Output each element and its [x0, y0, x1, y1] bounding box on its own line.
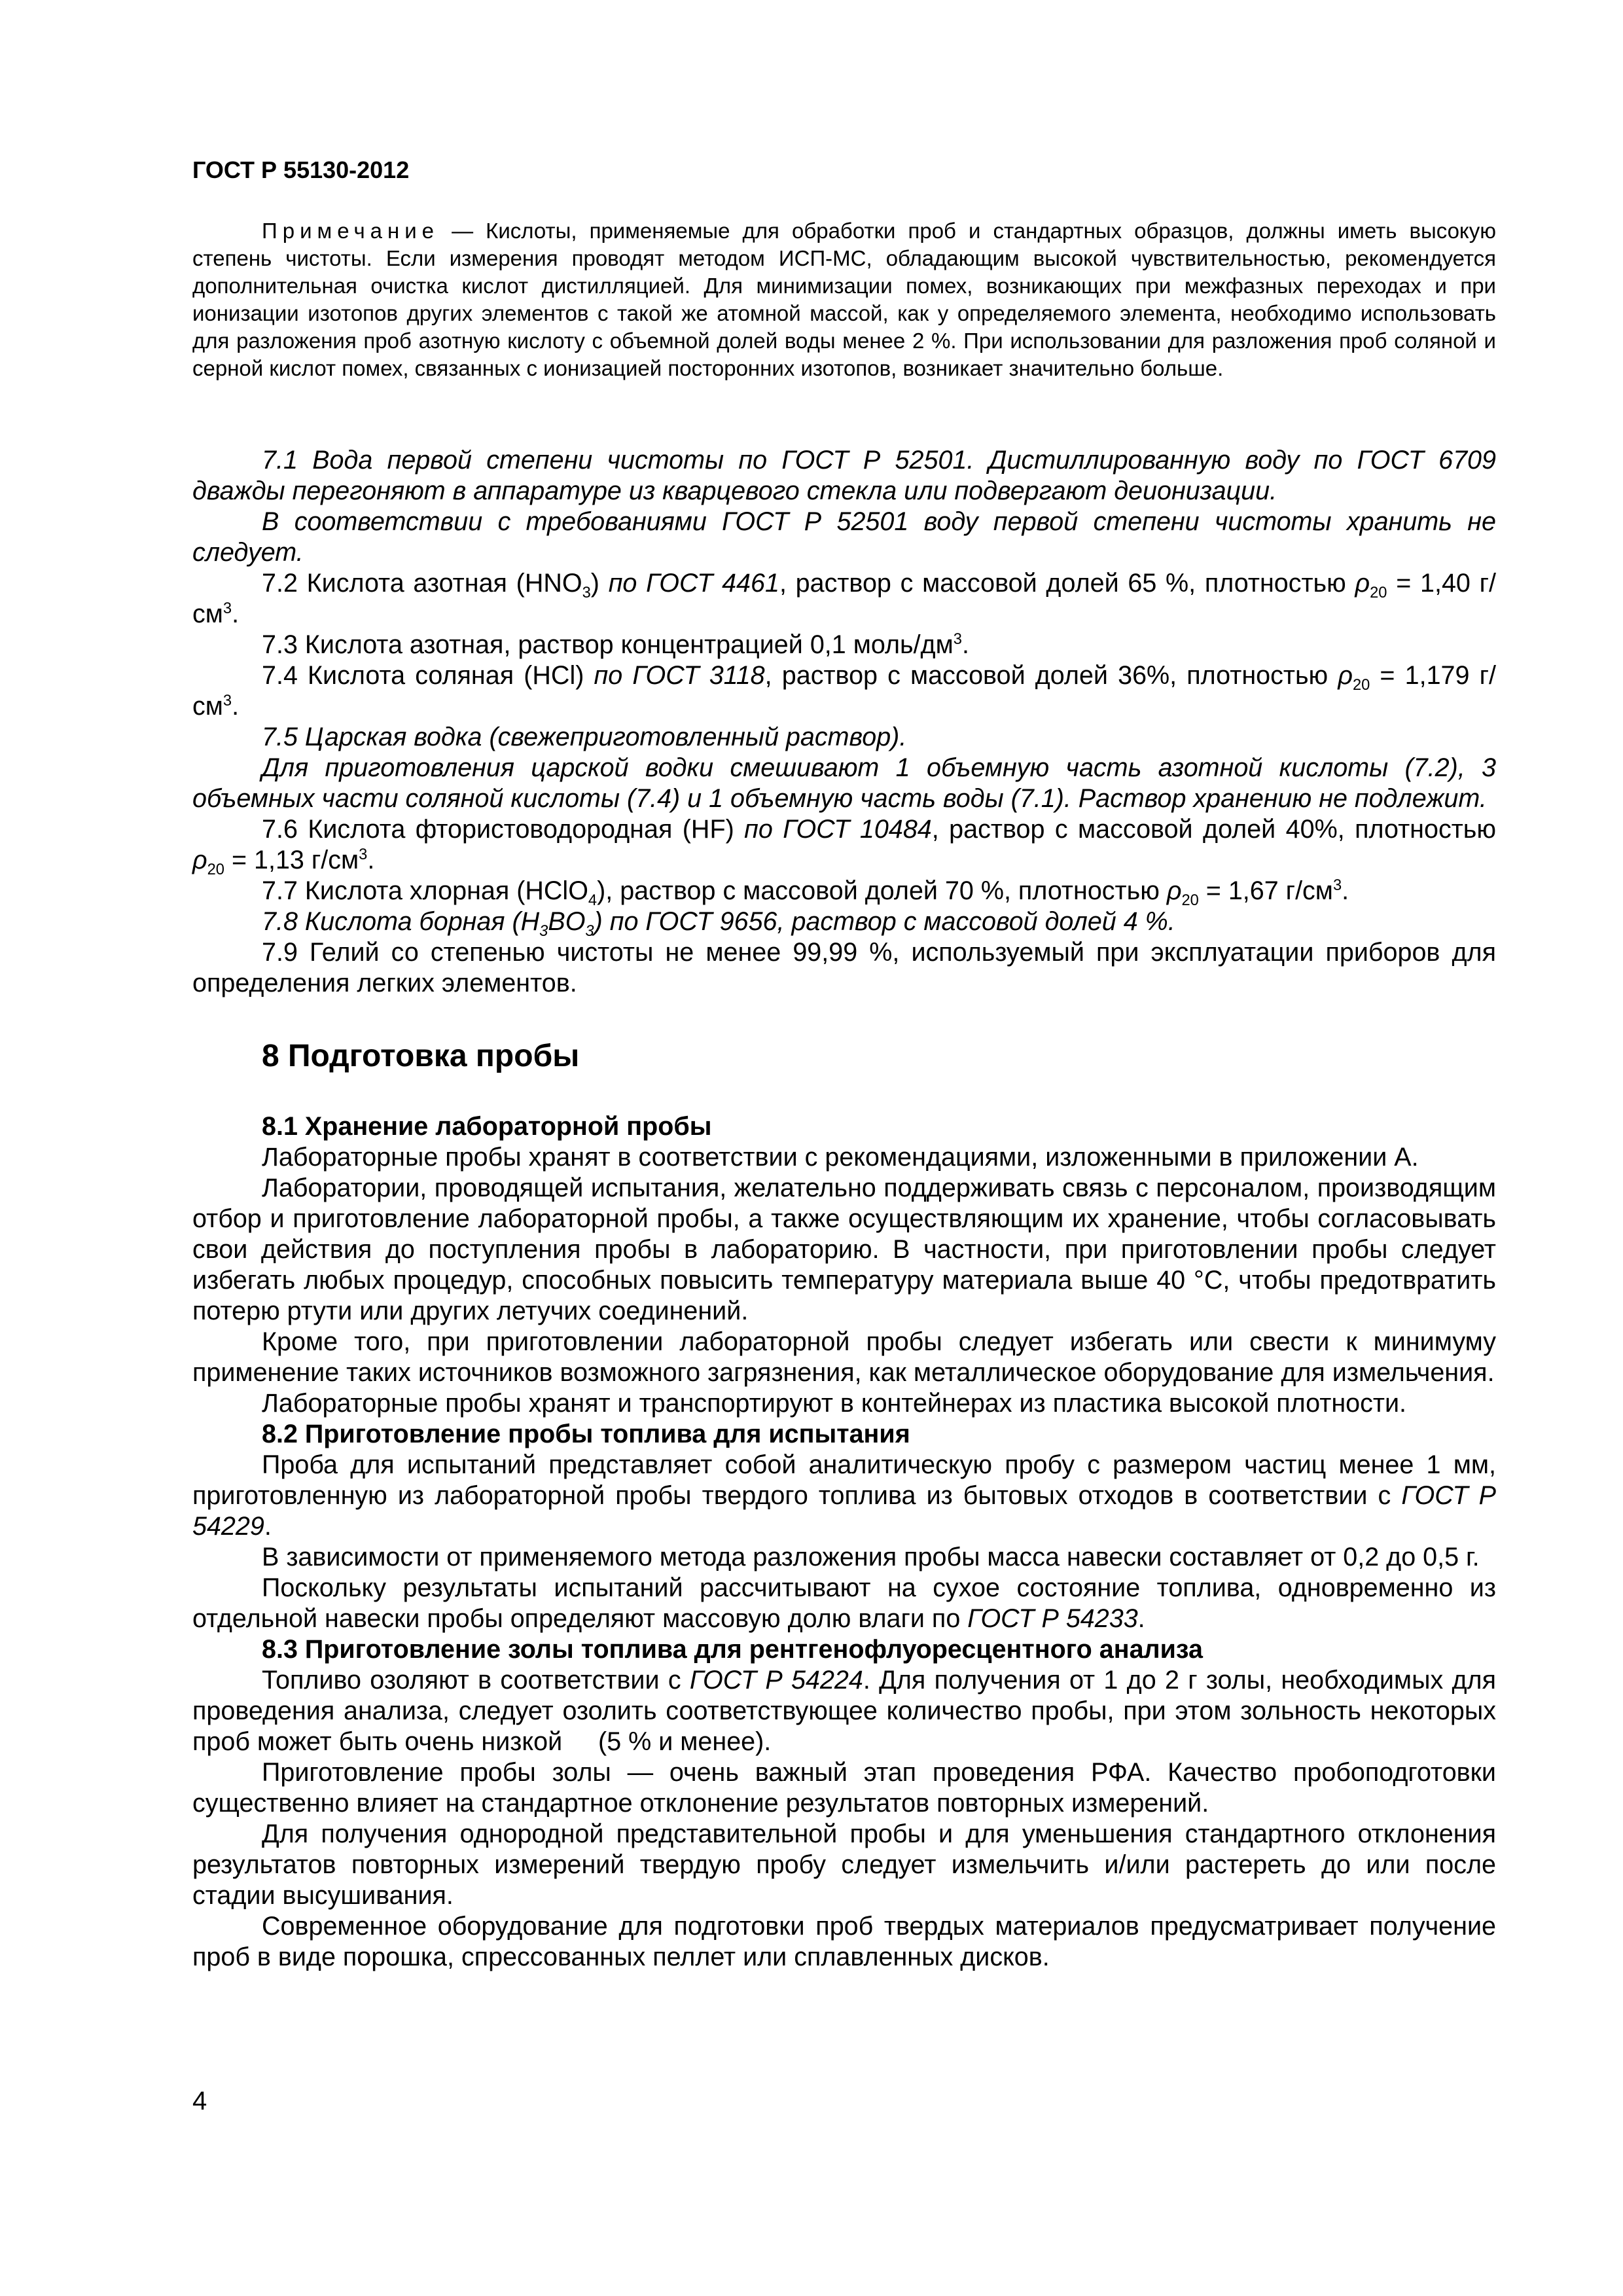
item-7-4-ref: по ГОСТ 3118: [594, 661, 765, 690]
item-7-6-rho: ρ: [192, 846, 207, 874]
item-7-2-rho-sub: 20: [1370, 584, 1387, 601]
item-7-3-text-a: 7.3 Кислота азотная, раствор концентрацией 0,1 моль/дм: [262, 630, 954, 659]
item-7-6-text-d: .: [367, 846, 375, 874]
item-7-8-text-a: 7.8 Кислота борная (H: [262, 907, 540, 936]
item-7-1-storage: В соответствии с требованиями ГОСТ Р 52501 воду первой степени чистоты хранить не следует.: [192, 507, 1496, 567]
s8-3-p1-text-b: . Для получения от 1 до 2 г золы, необходимых для проведения анализа, следует озолить соответствующее количество пробы, при этом зольность некоторых проб может быть очень низкой (5 % и менее).: [192, 1666, 1503, 1756]
s8-3-paragraph-2: Приготовление пробы золы — очень важный этап проведения РФА. Качество пробоподготовки существенно влияет на стандартное отклонение результатов повторных измерений.: [192, 1758, 1496, 1818]
item-7-2-sub: 3: [582, 584, 591, 601]
item-7-6-text-b: , раствор с массовой долей 40%, плотностью: [931, 815, 1497, 844]
item-7-2-text-c: , раствор с массовой долей 65 %, плотностью: [779, 569, 1355, 598]
item-7-4-text-d: .: [232, 692, 240, 721]
s8-1-paragraph-4: Лабораторные пробы хранят и транспортируют в контейнерах из пластика высокой плотности.: [262, 1389, 1407, 1418]
s8-2-paragraph-3: [192, 1573, 1496, 1634]
item-7-4-text-a: 7.4 Кислота соляная (HCl): [262, 661, 594, 690]
item-7-4: [192, 660, 1496, 722]
item-7-6-ref: по ГОСТ 10484: [744, 815, 932, 844]
subsection-8-1-title: 8.1 Хранение лабораторной пробы: [262, 1112, 712, 1141]
item-7-6: [192, 814, 1496, 876]
s8-2-paragraph-2: В зависимости от применяемого метода разложения пробы масса навески составляет от 0,2 до 0,5 г.: [262, 1543, 1480, 1571]
item-7-2-text-a: 7.2 Кислота азотная (HNO: [262, 569, 582, 598]
item-7-6-text-a: 7.6 Кислота фтористоводородная (HF): [262, 815, 745, 844]
item-7-7-text-a: 7.7 Кислота хлорная (HClO: [262, 876, 588, 905]
s8-3-paragraph-1: [192, 1665, 1503, 1757]
note-label: Примечание: [262, 219, 440, 243]
item-7-4-rho: ρ: [1338, 661, 1353, 690]
item-7-7-text-b: ), раствор с массовой долей 70 %, плотностью: [597, 876, 1167, 905]
item-7-2-text-b: ): [590, 569, 609, 598]
s8-2-p1-text-b: .: [264, 1512, 272, 1541]
section-8-title: 8 Подготовка пробы: [262, 1039, 580, 1073]
item-7-3: [192, 630, 1496, 660]
item-7-7-text-c: = 1,67 г/см: [1198, 876, 1333, 905]
item-7-2-rho: ρ: [1355, 569, 1370, 598]
item-7-8: [192, 906, 1496, 940]
item-7-5: 7.5 Царская водка (свежеприготовленный раствор).: [262, 723, 907, 751]
item-7-2-text-d: = 1,40 г/см: [192, 569, 1496, 628]
s8-2-p1-ref: ГОСТ Р 54229: [192, 1481, 1496, 1541]
item-7-7-rho: ρ: [1166, 876, 1182, 905]
item-7-7-rho-sub: 20: [1181, 891, 1199, 909]
standard-header: ГОСТ Р 55130-2012: [192, 156, 410, 183]
s8-2-p3-text-a: Поскольку результаты испытаний рассчитывают на сухое состояние топлива, одновременно из отдельной навески пробы определяют массовую долю влаги по: [192, 1573, 1496, 1633]
item-7-2-ref: по ГОСТ 4461: [608, 569, 779, 598]
item-7-4-sup: 3: [223, 692, 232, 709]
item-7-4-rho-sub: 20: [1352, 676, 1370, 694]
note-text: — Кислоты, применяемые для обработки проб и стандартных образцов, должны иметь высокую степень чистоты. Если измерения проводят методом ИСП-МС, обладающим высокой чувствительностью, рекомендуется дополнительная очистка кислот дистилляцией. Для минимизации помех, возникающих при межфазных переходах и при ионизации изотопов других элементов с такой же атомной массой, как у определяемого элемента, необходимо использовать для разложения проб азотную кислоту с объемной долей воды менее 2 %. При использовании для разложения проб соляной и серной кислот помех, связанных с ионизацией посторонних изотопов, возникает значительно больше.: [192, 219, 1496, 380]
item-7-8-text-b: BO: [548, 907, 586, 936]
item-7-3-text-b: .: [961, 630, 969, 659]
item-7-7-sub: 4: [588, 891, 597, 909]
item-7-4-text-c: = 1,179 г/см: [192, 661, 1496, 721]
item-7-4-text-b: , раствор с массовой долей 36%, плотностью: [764, 661, 1338, 690]
item-7-6-rho-sub: 20: [207, 861, 224, 878]
item-7-8-sub1: 3: [539, 922, 548, 940]
main-body: [192, 445, 1503, 1973]
s8-3-p1-text-a: Топливо озоляют в соответствии с: [262, 1666, 690, 1695]
item-7-6-sup: 3: [359, 846, 368, 863]
s8-2-paragraph-1: [192, 1450, 1496, 1542]
s8-2-p3-ref: ГОСТ Р 54233: [967, 1604, 1138, 1633]
s8-2-p1-text-a: Проба для испытаний представляет собой аналитическую пробу с размером частиц менее 1 мм, приготовленную из лабораторной пробы твердого топлива из бытовых отходов в соответствии с: [192, 1450, 1496, 1510]
note-paragraph: [192, 217, 1496, 382]
item-7-2-text-e: .: [232, 600, 240, 628]
item-7-8-text-c: ) по ГОСТ 9656, раствор с массовой долей 4 %.: [594, 907, 1175, 936]
subsection-8-2-title: 8.2 Приготовление пробы топлива для испытания: [262, 1420, 910, 1448]
s8-1-paragraph-2: Лаборатории, проводящей испытания, желательно поддерживать связь с персоналом, производящим отбор и приготовление лабораторной пробы, а также осуществляющим их хранение, чтобы согласовывать свои действия до поступления пробы в лабораторию. В частности, при приготовлении пробы следует избегать любых процедур, способных повысить температуру материала выше 40 °С, чтобы предотвратить потерю ртути или других летучих соединений.: [192, 1174, 1496, 1325]
s8-3-paragraph-4: Современное оборудование для подготовки проб твердых материалов предусматривает получение проб в виде порошка, спрессованных пеллет или сплавленных дисков.: [192, 1912, 1496, 1971]
s8-3-paragraph-3: Для получения однородной представительной пробы и для уменьшения стандартного отклонения результатов повторных измерений твердую пробу следует измельчить и/или растереть до или после стадии высушивания.: [192, 1820, 1496, 1910]
item-7-2: [192, 568, 1496, 630]
item-7-5-prep: Для приготовления царской водки смешивают 1 объемную часть азотной кислоты (7.2), 3 объемных части соляной кислоты (7.4) и 1 объемную часть воды (7.1). Раствор хранению не подлежит.: [192, 753, 1496, 813]
item-7-7-text-d: .: [1342, 876, 1349, 905]
note-block: [192, 217, 1496, 382]
item-7-8-sub2: 3: [585, 922, 594, 940]
item-7-3-sup: 3: [953, 630, 962, 648]
item-7-2-sup: 3: [223, 600, 232, 617]
s8-3-p1-ref: ГОСТ Р 54224: [689, 1666, 863, 1695]
item-7-9: 7.9 Гелий со степенью чистоты не менее 99,99 %, используемый при эксплуатации приборов для определения легких элементов.: [192, 938, 1496, 997]
s8-1-paragraph-3: Кроме того, при приготовлении лабораторной пробы следует избегать или свести к минимуму применение таких источников возможного загрязнения, как металлическое оборудование для измельчения.: [192, 1327, 1496, 1387]
item-7-7-sup: 3: [1332, 876, 1342, 894]
item-7-6-text-c: = 1,13 г/см: [224, 846, 359, 874]
item-7-7: [192, 876, 1496, 909]
s8-2-p3-text-b: .: [1137, 1604, 1145, 1633]
item-7-1: 7.1 Вода первой степени чистоты по ГОСТ Р 52501. Дистиллированную воду по ГОСТ 6709 дважды перегоняют в аппаратуре из кварцевого стекла или подвергают деионизации.: [192, 446, 1496, 505]
page-number: 4: [192, 2087, 207, 2115]
subsection-8-3-title: 8.3 Приготовление золы топлива для рентгенофлуоресцентного анализа: [262, 1635, 1204, 1664]
s8-1-paragraph-1: Лабораторные пробы хранят в соответствии с рекомендациями, изложенными в приложении А.: [262, 1143, 1419, 1172]
